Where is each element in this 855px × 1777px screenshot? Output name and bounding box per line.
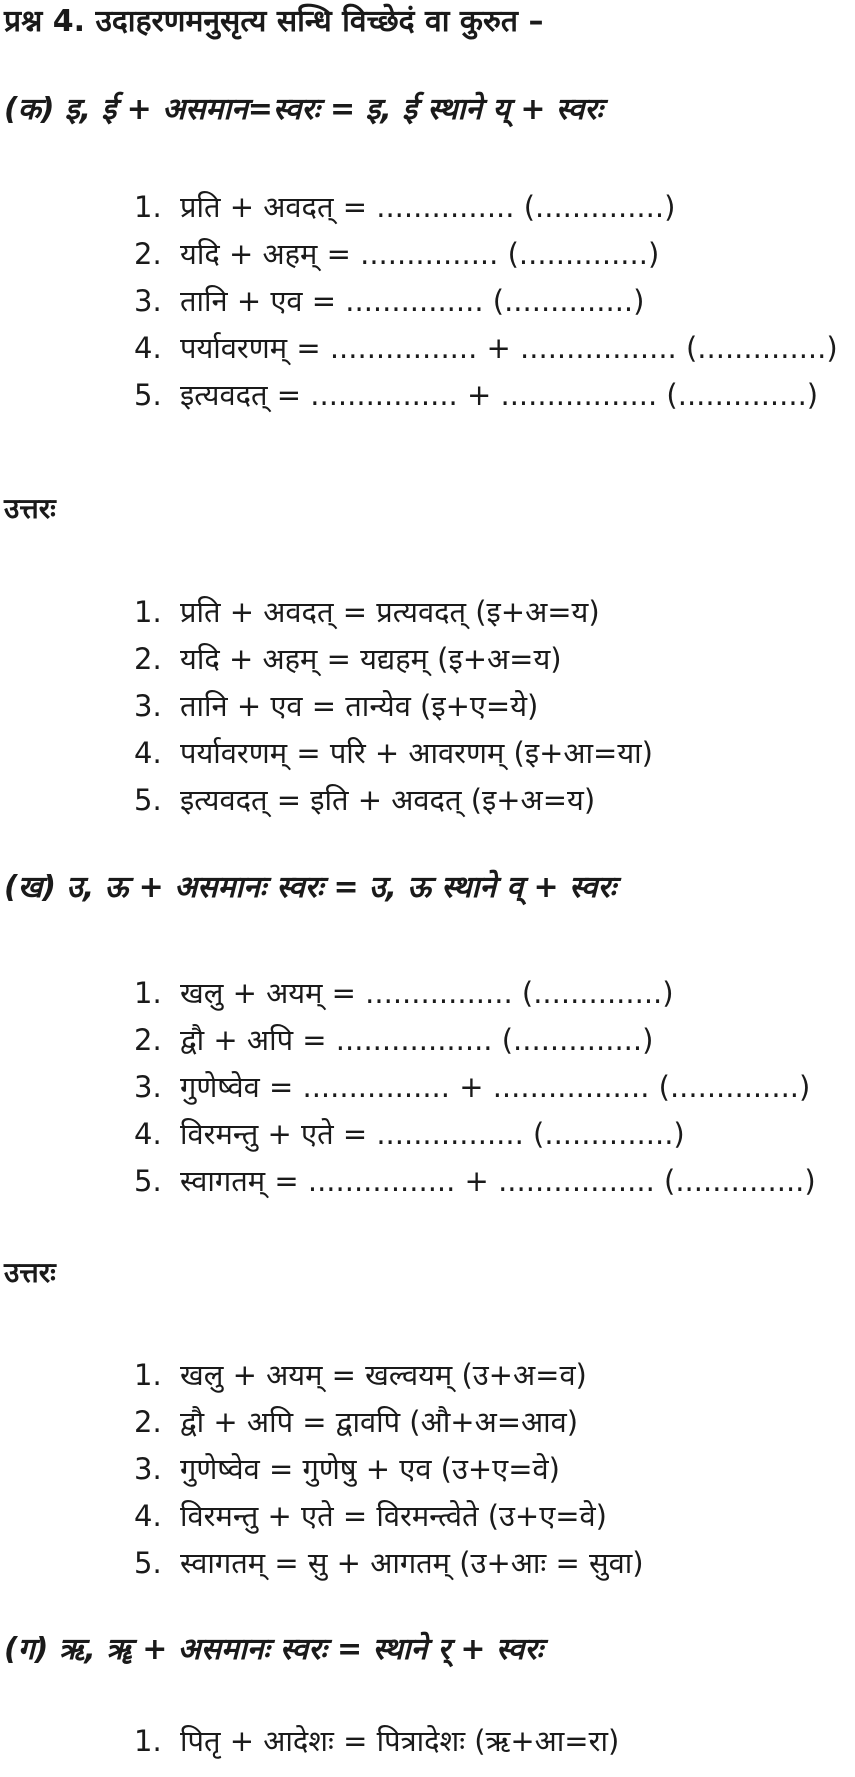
list-item (134, 635, 653, 682)
list-item (134, 183, 838, 230)
exercise-list-kha (134, 969, 816, 1204)
rule-kha: (ख) उ, ऊ + असमानः स्वरः = उ, ऊ स्थाने व् + स्वरः (4, 870, 616, 905)
item-number: 5. (134, 1163, 162, 1198)
item-text: यदि + अहम् = ............... (..............) (180, 237, 660, 271)
item-text: प्रति + अवदत् = ............... (..............) (180, 190, 676, 224)
item-number: 4. (134, 1498, 162, 1533)
item-number: 3. (134, 688, 162, 723)
list-item (134, 729, 653, 776)
item-text: यदि + अहम् = यद्यहम् (इ+अ=य) (180, 642, 562, 676)
answer-label: उत्तरः (4, 492, 56, 525)
item-number: 3. (134, 1069, 162, 1104)
item-number: 5. (134, 1545, 162, 1580)
list-item (134, 1398, 644, 1445)
item-text: पर्यावरणम् = ................ + ................. (..............) (180, 331, 838, 365)
item-text: इत्यवदत् = ................ + ................. (..............) (180, 378, 819, 412)
list-item (134, 682, 653, 729)
item-text: गुणेष्वेव = ................ + ................. (..............) (180, 1070, 811, 1104)
list-item (134, 230, 838, 277)
item-number: 4. (134, 330, 162, 365)
question-title: प्रश्न 4. उदाहरणमनुसृत्य सन्धि विच्छेदं वा कुरुत – (4, 4, 544, 39)
list-item (134, 1351, 644, 1398)
item-text: स्वागतम् = सु + आगतम् (उ+आः = सुवा) (180, 1546, 644, 1580)
item-number: 2. (134, 641, 162, 676)
item-text: तानि + एव = ............... (..............) (180, 284, 645, 318)
exercise-list-ga (134, 1717, 619, 1764)
list-item (134, 1063, 816, 1110)
item-text: द्वौ + अपि = द्वावपि (औ+अ=आव) (180, 1405, 579, 1439)
item-number: 5. (134, 782, 162, 817)
item-number: 1. (134, 594, 162, 629)
item-text: खलु + अयम् = ................ (..............) (180, 976, 674, 1010)
item-number: 1. (134, 189, 162, 224)
item-number: 3. (134, 283, 162, 318)
item-text: पर्यावरणम् = परि + आवरणम् (इ+आ=या) (180, 736, 653, 770)
answer-label: उत्तरः (4, 1256, 56, 1289)
list-item (134, 776, 653, 823)
list-item (134, 1492, 644, 1539)
item-text: पितृ + आदेशः = पित्रादेशः (ऋ+आ=रा) (180, 1724, 620, 1758)
list-item (134, 1539, 644, 1586)
item-text: खलु + अयम् = खल्वयम् (उ+अ=व) (180, 1358, 587, 1392)
item-number: 4. (134, 735, 162, 770)
item-text: द्वौ + अपि = ................. (..............) (180, 1023, 654, 1057)
list-item (134, 324, 838, 371)
answer-list-ka (134, 588, 653, 823)
item-text: स्वागतम् = ................ + ................. (..............) (180, 1164, 816, 1198)
item-number: 2. (134, 1404, 162, 1439)
item-text: इत्यवदत् = इति + अवदत् (इ+अ=य) (180, 783, 596, 817)
list-item (134, 969, 816, 1016)
item-number: 1. (134, 1357, 162, 1392)
list-item (134, 1016, 816, 1063)
answer-list-kha (134, 1351, 644, 1586)
item-number: 2. (134, 1022, 162, 1057)
item-number: 3. (134, 1451, 162, 1486)
item-number: 5. (134, 377, 162, 412)
item-number: 1. (134, 1723, 162, 1758)
list-item (134, 371, 838, 418)
item-text: विरमन्तु + एते = विरमन्त्वेते (उ+ए=वे) (180, 1499, 607, 1533)
item-text: विरमन्तु + एते = ................ (..............) (180, 1117, 685, 1151)
list-item (134, 1717, 619, 1764)
rule-ga: (ग) ऋ, ॠ + असमानः स्वरः = स्थाने र् + स्वरः (4, 1632, 543, 1667)
item-text: प्रति + अवदत् = प्रत्यवदत् (इ+अ=य) (180, 595, 600, 629)
item-number: 4. (134, 1116, 162, 1151)
exercise-list-ka (134, 183, 838, 418)
list-item (134, 1157, 816, 1204)
rule-ka: (क) इ, ई + असमान=स्वरः = इ, ई स्थाने य् + स्वरः (4, 92, 603, 127)
list-item (134, 277, 838, 324)
item-text: तानि + एव = तान्येव (इ+ए=ये) (180, 689, 539, 723)
list-item (134, 1445, 644, 1492)
list-item (134, 1110, 816, 1157)
item-text: गुणेष्वेव = गुणेषु + एव (उ+ए=वे) (180, 1452, 560, 1486)
item-number: 2. (134, 236, 162, 271)
list-item (134, 588, 653, 635)
item-number: 1. (134, 975, 162, 1010)
